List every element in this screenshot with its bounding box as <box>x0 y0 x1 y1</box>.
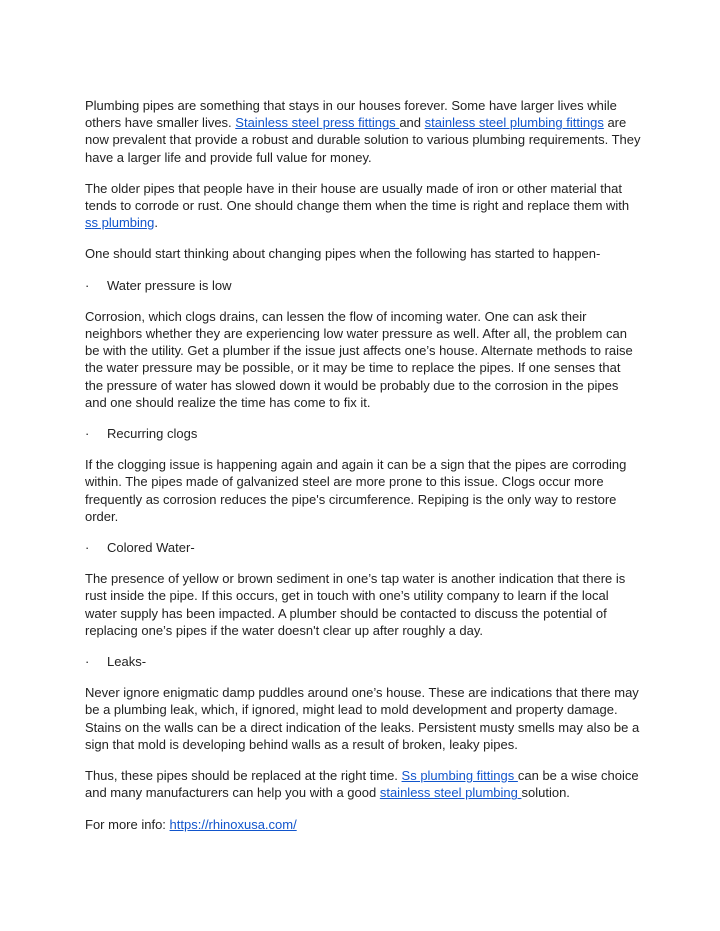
bullet-label: Colored Water- <box>107 540 195 556</box>
intro-text-and: and <box>399 115 425 131</box>
bullet-label: Leaks- <box>107 654 147 670</box>
changing-pipes-paragraph: One should start thinking about changing pipes when the following has started to happen- <box>85 246 601 262</box>
older-pipes-period: . <box>154 215 158 231</box>
bullet-label: Recurring clogs <box>107 426 198 442</box>
bullet-label: Water pressure is low <box>107 277 232 293</box>
website-link[interactable]: https://rhinoxusa.com/ <box>169 816 297 832</box>
bullet-leaks <box>85 653 641 670</box>
intro-text-end: are now prevalent that provide a robust and durable solution to various plumbing requirements. They have a larger life and provide full value for money. <box>85 115 641 165</box>
bullet-dot: · <box>85 540 90 556</box>
bullet-recurring-clogs <box>85 425 641 442</box>
intro-text: Plumbing pipes are something that stays in our houses forever. Some have larger lives while others have smaller lives. <box>85 98 617 131</box>
bullet-water-pressure <box>85 277 641 294</box>
leaks-paragraph: Never ignore enigmatic damp puddles around one’s house. These are indications that there may be a plumbing leak, which, if ignored, might lead to mold development and property damage. Stains on the walls can be a direct indication of the leaks. Persistent musty smells may also be a sign that mold is developing behind walls as a result of broken, leaky pipes. <box>85 685 640 752</box>
conclusion-text: Thus, these pipes should be replaced at the right time. <box>85 768 402 784</box>
bullet-dot: · <box>85 654 90 670</box>
bullet-dot: · <box>85 277 90 293</box>
more-info-label: For more info: <box>85 816 170 832</box>
ss-plumbing-link[interactable]: ss plumbing <box>85 215 155 231</box>
ss-plumbing-fittings-link[interactable]: Ss plumbing fittings <box>401 768 518 784</box>
intro-paragraph <box>85 97 641 166</box>
stainless-steel-plumbing-link[interactable]: stainless steel plumbing <box>379 785 522 801</box>
document-body <box>85 97 641 847</box>
stainless-steel-plumbing-fittings-link[interactable]: stainless steel plumbing fittings <box>424 115 604 131</box>
stainless-steel-press-fittings-link[interactable]: Stainless steel press fittings <box>235 115 400 131</box>
conclusion-text-mid: can be a wise choice and many manufacturers can help you with a good <box>85 768 639 801</box>
conclusion-text-end: solution. <box>521 785 570 801</box>
bullet-dot: · <box>85 426 90 442</box>
older-pipes-paragraph <box>85 180 641 232</box>
corrosion-paragraph: Corrosion, which clogs drains, can lessen the flow of incoming water. One can ask their neighbors whether they are experiencing low water pressure as well. After all, the problem can be with the utility. Get a plumber if the issue just affects one’s house. Alternate methods to raise the water pressure may be possible, or it may be time to replace the pipes. If one senses that the pressure of water has slowed down it would be probably due to the corrosion in the pipes and one should realize the time has come to fix it. <box>85 308 633 410</box>
conclusion-paragraph <box>85 767 641 801</box>
bullet-colored-water <box>85 539 641 556</box>
older-pipes-text: The older pipes that people have in their house are usually made of iron or other material that tends to corrode or rust. One should change them when the time is right and replace them with <box>85 180 630 214</box>
sediment-paragraph: The presence of yellow or brown sediment in one’s tap water is another indication that there is rust inside the pipe. If this occurs, get in touch with one’s utility company to learn if the local water supply has been impacted. A plumber should be contacted to discuss the potential of replacing one’s pipes if the water doesn't clear up after roughly a day. <box>85 571 626 638</box>
more-info-paragraph <box>85 816 641 833</box>
clogging-paragraph: If the clogging issue is happening again and again it can be a sign that the pipes are corroding within. The pipes made of galvanized steel are more prone to this issue. Clogs occur more frequently as corrosion reduces the pipe's circumference. Repiping is the only way to restore order. <box>85 457 627 524</box>
